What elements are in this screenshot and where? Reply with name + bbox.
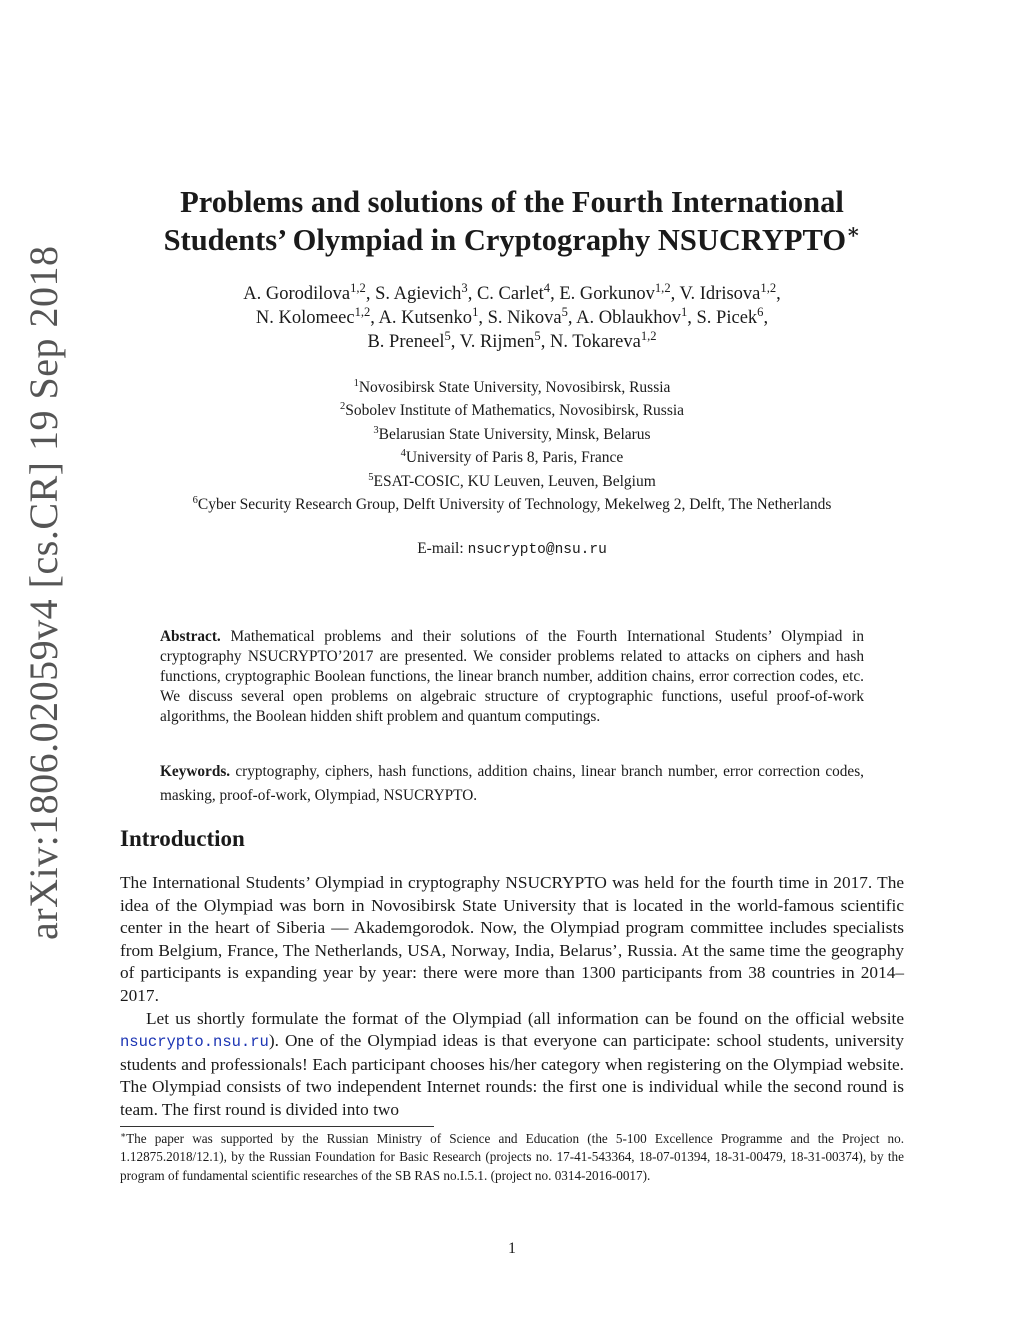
footnote-divider: [120, 1126, 434, 1127]
author-line-2: [120, 306, 904, 330]
footnote-text: The paper was supported by the Russian Ministry of Science and Education (the 5-100 Excellence Programme and the Project no. 1.12875.2018/12.1), by the Russian Foundation for Basic Research (projects no. 17-41-543364, 18-07-01394, 18-31-00479, 18-31-00374), by the program of fundamental scientific researches of the SB RAS no.I.5.1. (project no. 0314-2016-0017).: [120, 1131, 904, 1183]
abstract-text: Mathematical problems and their solutions of the Fourth International Students’ Olympiad in cryptography NSUCRYPTO’2017 are presented. We consider problems related to attacks on ciphers and hash functions, cryptographic Boolean functions, the linear branch number, addition chains, error correction codes, etc. We discuss several open problems on algebraic structure of cryptographic functions, useful proof-of-work algorithms, the Boolean hidden shift problem and quantum computings.: [160, 628, 864, 725]
author: S. Nikova$^5$,: [487, 305, 577, 328]
title-line-1: Problems and solutions of the Fourth International: [180, 185, 844, 219]
affiliation: $^2$Sobolev Institute of Mathematics, Novosibirsk, Russia: [339, 401, 685, 420]
author: V. Rijmen$^5$,: [459, 329, 550, 352]
keywords-text: cryptography, ciphers, hash functions, addition chains, linear branch number, error correction codes, masking, proof-of-work, Olympiad, NSUCRYPTO.: [160, 763, 864, 804]
author: A. Gorodilova$^{1,2}$,: [243, 281, 376, 304]
author: A. Oblaukhov$^1$,: [576, 305, 697, 328]
paper-title: [120, 183, 904, 259]
page-number: 1: [508, 1240, 516, 1257]
affiliation: $^4$University of Paris 8, Paris, France: [400, 448, 624, 467]
footnote-mark: ∗: [120, 1130, 127, 1141]
title-line-2-text: Students’ Olympiad in Cryptography NSUCRYPTO: [163, 223, 847, 257]
author: E. Gorkunov$^{1,2}$,: [559, 281, 680, 304]
author: N. Kolomeec$^{1,2}$,: [255, 305, 379, 328]
arxiv-identifier: arXiv:1806.02059v4 [cs.CR] 19 Sep 2018: [21, 245, 66, 940]
author-list: [120, 282, 904, 354]
email-address[interactable]: nsucrypto@nsu.ru: [467, 542, 607, 558]
affiliation: $^6$Cyber Security Research Group, Delft University of Technology, Mekelweg 2, Delft, The Netherlands: [192, 495, 832, 514]
author-line-3: [120, 330, 904, 354]
footnote: [120, 1130, 904, 1185]
paragraph: Let us shortly formulate the format of the Olympiad (all information can be found on the official website nsucrypto.nsu.ru). One of the Olympiad ideas is that everyone can participate: school students, university students and professionals! Each participant chooses his/her category when registering on the Olympiad website. The Olympiad consists of two independent Internet rounds: the first one is individual while the second round is team. The first round is divided into two: [120, 1008, 904, 1119]
author: A. Kutsenko$^1$,: [378, 305, 488, 328]
email-label: E-mail:: [417, 540, 468, 557]
title-line-2: [120, 221, 904, 259]
abstract: [160, 627, 864, 727]
author: V. Idrisova$^{1,2}$,: [679, 281, 781, 304]
affiliation: $^3$Belarusian State University, Minsk, Belarus: [373, 425, 651, 443]
title-footnote-mark: ∗: [846, 221, 861, 244]
keywords: [160, 760, 864, 808]
paragraph: The International Students’ Olympiad in cryptography NSUCRYPTO was held for the fourth time in 2017. The idea of the Olympiad was born in Novosibirsk State University that is located in the world-famous scientific center in the heart of Siberia — Akademgorodok. Now, the Olympiad program committee includes specialists from Belgium, France, The Netherlands, USA, Norway, India, Belarus’, Russia. At the same time the geography of participants is expanding year by year: there were more than 1300 participants from 38 countries in 2014–2017.: [120, 873, 904, 1005]
affiliation: $^5$ESAT-COSIC, KU Leuven, Leuven, Belgium: [368, 471, 656, 490]
section-heading: Introduction: [120, 826, 245, 851]
affiliation: $^1$Novosibirsk State University, Novosibirsk, Russia: [353, 378, 671, 396]
author: S. Agievich$^3$,: [375, 281, 477, 304]
author: S. Picek$^6$,: [696, 305, 769, 328]
author: B. Preneel$^5$,: [367, 329, 460, 352]
author: N. Tokareva$^{1,2}$: [549, 329, 657, 352]
affiliation-list: [120, 376, 904, 516]
website-link[interactable]: nsucrypto.nsu.ru: [120, 1033, 269, 1052]
abstract-label: Abstract.: [160, 628, 221, 645]
author: C. Carlet$^4$,: [476, 281, 560, 304]
keywords-label: Keywords.: [160, 763, 231, 780]
author-line-1: [120, 282, 904, 306]
introduction-body: [120, 872, 904, 1122]
contact-email: [120, 540, 904, 558]
